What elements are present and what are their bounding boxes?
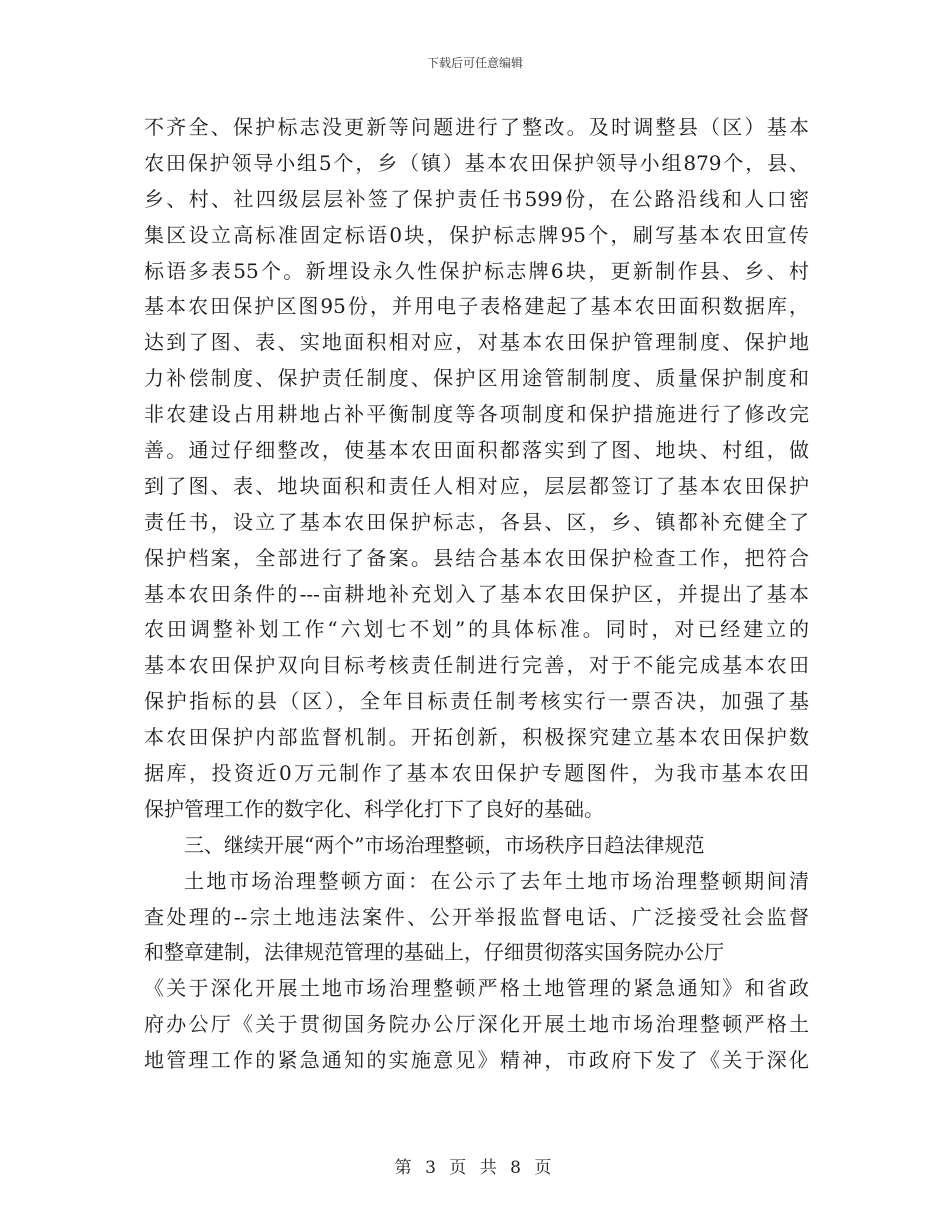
text-line: 保护管理工作的数字化、科学化打下了良好的基础。 (144, 796, 604, 821)
text-line: 标语多表55个。新埋设永久性保护标志牌6块，更新制作县、乡、村 (144, 258, 809, 283)
page-number-footer: 第 3 页 共 8 页 (394, 1158, 556, 1178)
text-line: 不齐全、保护标志没更新等问题进行了整改。及时调整县（区）基本 (144, 115, 809, 139)
text-line: 乡、村、社四级层层补签了保护责任书599份，在公路沿线和人口密 (144, 186, 809, 211)
heading-line: 三、继续开展“两个”市场治理整顿，市场秩序日趋法律规范 (184, 832, 705, 857)
text-line: 到了图、表、地块面积和责任人相对应，层层都签订了基本农田保护 (144, 473, 809, 498)
text-line: 农田调整补划工作“六划七不划”的具体标准。同时，对已经建立的 (144, 617, 809, 642)
text-line: 府办公厅《关于贯彻国务院办公厅深化开展土地市场治理整顿严格土 (144, 1012, 809, 1037)
text-line: 农田保护领导小组5个，乡（镇）基本农田保护领导小组879个，县、 (144, 150, 809, 175)
text-line: 基本农田保护区图95份，并用电子表格建起了基本农田面积数据库， (144, 294, 809, 319)
text-line: 保护档案，全部进行了备案。县结合基本农田保护检查工作，把符合 (144, 545, 809, 570)
text-line: 集区设立高标准固定标语0块，保护标志牌95个，刷写基本农田宣传 (144, 222, 809, 247)
text-line: 土地市场治理整顿方面：在公示了去年土地市场治理整顿期间清 (184, 868, 809, 893)
text-line: 据库，投资近0万元制作了基本农田保护专题图件，为我市基本农田 (144, 761, 809, 786)
text-line: 力补偿制度、保护责任制度、保护区用途管制制度、质量保护制度和 (144, 366, 809, 391)
text-line: 查处理的--宗土地违法案件、公开举报监督电话、广泛接受社会监督 (144, 904, 809, 929)
text-line: 保护指标的县（区），全年目标责任制考核实行一票否决，加强了基 (144, 689, 809, 714)
paragraph (144, 864, 809, 1079)
paragraph (144, 110, 809, 828)
text-line: 地管理工作的紧急通知的实施意见》精神，市政府下发了《关于深化 (144, 1048, 809, 1073)
text-line: 基本农田条件的---亩耕地补充划入了基本农田保护区，并提出了基本 (144, 581, 809, 606)
text-line: 责任书，设立了基本农田保护标志，各县、区，乡、镇都补充健全了 (144, 509, 809, 534)
page-header-note: 下载后可任意编辑 (426, 56, 523, 70)
text-line: 《关于深化开展土地市场治理整顿严格土地管理的紧急通知》和省政 (144, 976, 809, 1001)
text-line: 本农田保护内部监督机制。开拓创新，积极探究建立基本农田保护数 (144, 725, 809, 750)
document-body (144, 110, 809, 1079)
text-line: 善。通过仔细整改，使基本农田面积都落实到了图、地块、村组，做 (144, 438, 809, 463)
text-line: 达到了图、表、实地面积相对应，对基本农田保护管理制度、保护地 (144, 330, 809, 355)
text-line: 基本农田保护双向目标考核责任制进行完善，对于不能完成基本农田 (144, 653, 809, 678)
text-line: 非农建设占用耕地占补平衡制度等各项制度和保护措施进行了修改完 (144, 402, 809, 427)
text-line: 和整章建制，法律规范管理的基础上，仔细贯彻落实国务院办公厅 (144, 940, 724, 965)
section-heading (144, 828, 809, 864)
